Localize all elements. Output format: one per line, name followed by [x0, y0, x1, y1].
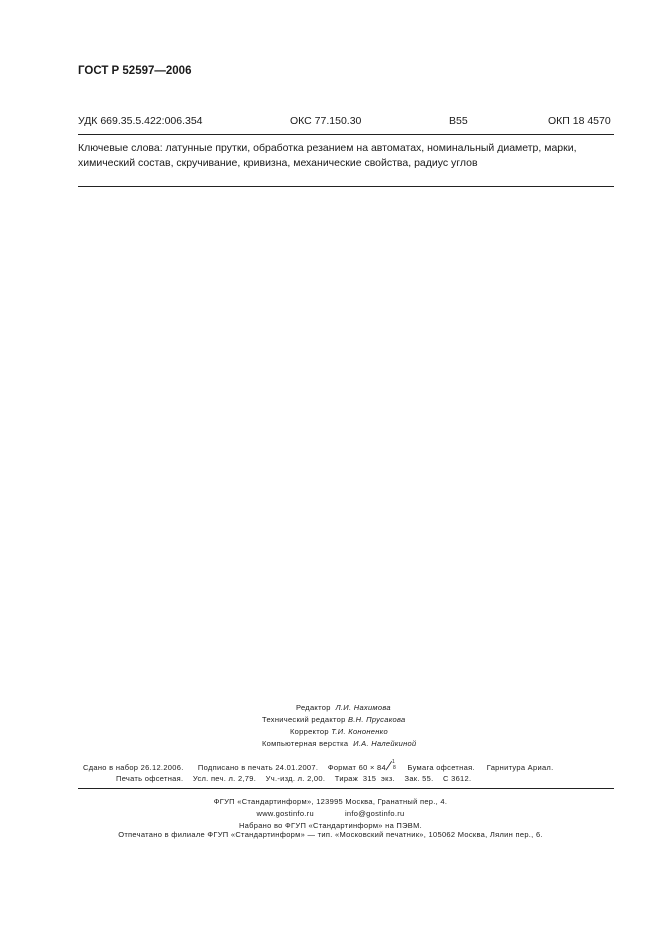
layout-label: Компьютерная верстка	[262, 739, 349, 748]
format: Формат 60 × 84	[327, 763, 386, 772]
website: www.gostinfo.ru	[256, 809, 314, 818]
print-details-line-2: Печать офсетная. Усл. печ. л. 2,79. Уч.-изд. л. 2,00. Тираж 315 экз. Зак. 55. С 3612.	[116, 774, 472, 783]
publisher-contacts	[0, 809, 661, 818]
publisher-address: ФГУП «Стандартинформ», 123995 Москва, Гранатный пер., 4.	[213, 797, 448, 806]
layout-name: И.А. Налейкиной	[353, 739, 417, 748]
paper-type: Бумага офсетная.	[407, 763, 475, 772]
tech-editor-credit	[262, 715, 406, 724]
email: info@gostinfo.ru	[344, 809, 405, 818]
divider-imprint	[78, 788, 614, 789]
divider-top	[78, 134, 614, 135]
printed-note: Отпечатано в филиале ФГУП «Стандартинформ» — тип. «Московский печатник», 105062 Москва, Лялин пер., 6.	[118, 830, 543, 839]
divider-keywords	[78, 186, 614, 187]
keywords: Ключевые слова: латунные прутки, обработка резанием на автоматах, номинальный диаметр, марки, химический состав, скручивание, кривизна, механические свойства, радиус углов	[78, 142, 577, 169]
oks-code: ОКС 77.150.30	[290, 115, 362, 127]
group-code: В55	[449, 115, 468, 127]
editor-label: Редактор	[296, 703, 331, 712]
print-details-line-1	[83, 761, 553, 772]
editor-name: Л.И. Нахимова	[335, 703, 391, 712]
tech-editor-label: Технический редактор	[262, 715, 346, 724]
corrector-label: Корректор	[290, 727, 329, 736]
corrector-credit	[290, 727, 388, 736]
typeset-date: Сдано в набор 26.12.2006.	[83, 763, 184, 772]
layout-credit	[262, 739, 417, 748]
signed-date: Подписано в печать 24.01.2007.	[197, 763, 319, 772]
udk-code: УДК 669.35.5.422:006.354	[78, 115, 203, 127]
corrector-name: Т.И. Кононенко	[331, 727, 388, 736]
tech-editor-name: В.Н. Прусакова	[348, 715, 406, 724]
editor-credit	[296, 703, 391, 712]
okp-code: ОКП 18 4570	[548, 115, 611, 127]
standard-number: ГОСТ Р 52597—2006	[78, 65, 192, 77]
typeset-note: Набрано во ФГУП «Стандартинформ» на ПЭВМ.	[238, 821, 423, 830]
typeface: Гарнитура Ариал.	[486, 763, 554, 772]
format-fraction: 1 / 8	[385, 759, 397, 773]
